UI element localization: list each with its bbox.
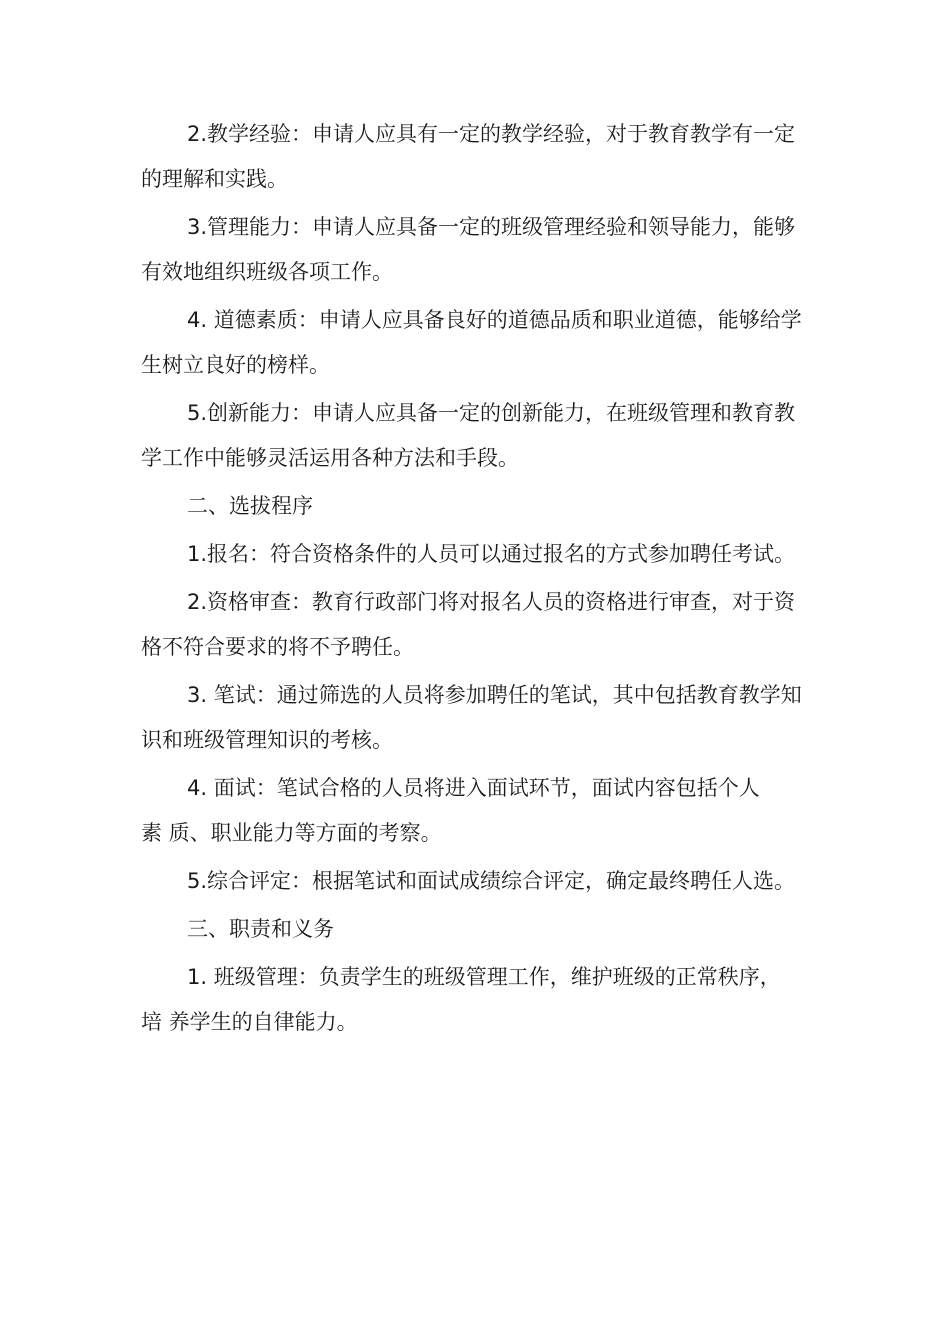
section-heading-selection-procedure <box>141 484 813 529</box>
paragraph-interview <box>141 766 813 856</box>
text-line: 3. 笔试：通过筛选的人员将参加聘任的笔试，其中包括教育教学知 <box>187 683 802 707</box>
paragraph-written-exam <box>141 673 813 763</box>
text-line: 素 质、职业能力等方面的考察。 <box>141 821 442 845</box>
text-line: 1. 班级管理：负责学生的班级管理工作，维护班级的正常秩序， <box>187 965 781 989</box>
text-line: 培 养学生的自律能力。 <box>141 1010 358 1034</box>
paragraph-innovation-ability <box>141 391 813 481</box>
text-line: 4. 道德素质：申请人应具备良好的道德品质和职业道德，能够给学 <box>187 308 802 332</box>
paragraph-class-management <box>141 955 813 1045</box>
text-line: 1.报名：符合资格条件的人员可以通过报名的方式参加聘任考试。 <box>187 542 796 566</box>
text-line: 5.创新能力：申请人应具备一定的创新能力，在班级管理和教育教 <box>187 401 796 425</box>
text-line: 3.管理能力：申请人应具备一定的班级管理经验和领导能力，能够 <box>187 215 796 239</box>
document-body <box>141 112 813 1048</box>
paragraph-management-ability <box>141 205 813 295</box>
text-line: 2.教学经验：申请人应具有一定的教学经验，对于教育教学有一定 <box>187 122 796 146</box>
text-line: 二、选拔程序 <box>187 494 313 518</box>
paragraph-comprehensive-evaluation <box>141 859 813 904</box>
paragraph-moral-quality <box>141 298 813 388</box>
paragraph-teaching-experience <box>141 112 813 202</box>
text-line: 三、职责和义务 <box>187 917 334 941</box>
text-line: 学工作中能够灵活运用各种方法和手段。 <box>141 446 519 470</box>
text-line: 生树立良好的榜样。 <box>141 353 330 377</box>
text-line: 的理解和实践。 <box>141 167 288 191</box>
text-line: 格不符合要求的将不予聘任。 <box>141 635 414 659</box>
text-line: 有效地组织班级各项工作。 <box>141 260 393 284</box>
paragraph-qualification-review <box>141 580 813 670</box>
section-heading-duties <box>141 907 813 952</box>
text-line: 5.综合评定：根据笔试和面试成绩综合评定，确定最终聘任人选。 <box>187 869 796 893</box>
paragraph-registration <box>141 532 813 577</box>
text-line: 4. 面试：笔试合格的人员将进入面试环节，面试内容包括个人 <box>187 776 760 800</box>
text-line: 2.资格审查：教育行政部门将对报名人员的资格进行审查，对于资 <box>187 590 796 614</box>
text-line: 识和班级管理知识的考核。 <box>141 728 393 752</box>
